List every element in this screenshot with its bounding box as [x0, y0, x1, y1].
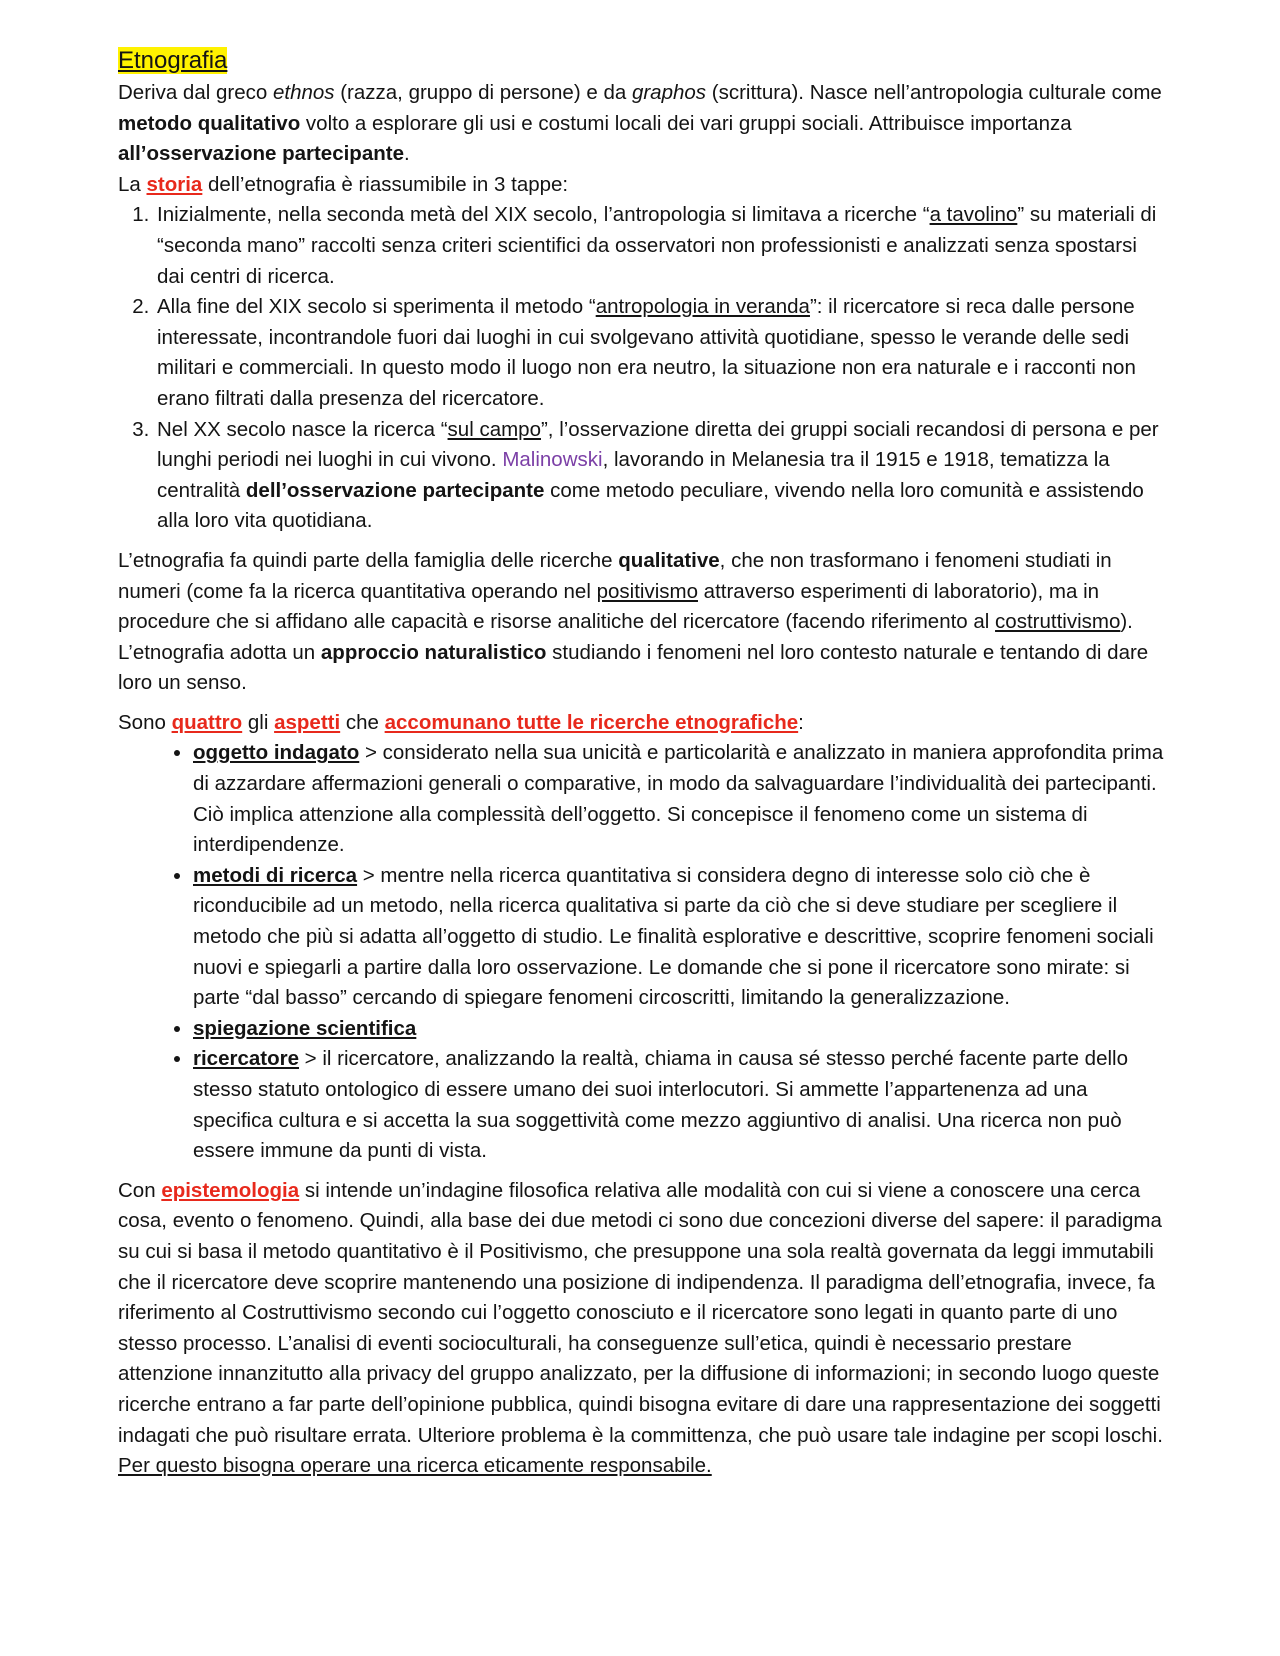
bold-term: all’osservazione partecipante [118, 142, 404, 166]
aspects-intro [118, 708, 1168, 739]
underlined-term: positivismo [596, 579, 698, 603]
text-run: volto a esplorare gli usi e costumi locali dei vari gruppi sociali. Attribuisce importanza [300, 111, 1072, 135]
text-run: Deriva dal greco [118, 81, 273, 104]
text-run: , che non trasformano i fenomeni studiati in numeri (come fa la ricerca quantitativa operando nel [118, 548, 1112, 603]
text-run: La [118, 172, 147, 196]
text-run: studiando i fenomeni nel loro contesto naturale e tentando di dare loro un senso. [118, 640, 1149, 695]
bold-term: qualitative [618, 548, 720, 572]
text-run: che [340, 710, 385, 734]
text-run: gli [242, 710, 275, 734]
red-keyword: accomunano tutte le ricerche etnografiche [384, 710, 799, 734]
text-run: (razza, gruppo di persone) e da [334, 81, 632, 104]
list-item [155, 200, 1168, 292]
italic-term-ethnos: ethnos [272, 81, 335, 104]
aspect-text: > considerato nella sua unicità e particolarità e analizzato in maniera approfondita prima di azzardare affermazioni generali o comparative, in modo da salvaguardare l’individualità dei partecipanti. Ciò implica attenzione alla complessità dell’oggetto. Si concepisce il fenomeno come un sistema di interdipendenze. [193, 741, 1164, 857]
bold-term: dell’osservazione partecipante [245, 478, 545, 502]
text-run: si intende un’indagine filosofica relativa alle modalità con cui si viene a conoscere una cerca cosa, evento o fenomeno. Quindi, alla base dei due metodi ci sono due concezioni diverse del sapere: il paradigma su cui si basa il metodo quantitativo è il Positivismo, che presuppone una sola realtà governata da leggi immutabili che il ricercatore deve scoprire mantenendo una posizione di indipendenza. Il paradigma dell’etnografia, invece, fa riferimento al Costruttivismo secondo cui l’oggetto conosciuto e il ricercatore sono legati in quanto parte di uno stesso processo. L’analisi di eventi socioculturali, ha conseguenze sull’etica, quindi è necessario prestare attenzione innanzitutto alla privacy del gruppo analizzato, per la diffusione di informazioni; in secondo luogo queste ricerche entrano a far parte dell’opinione pubblica, quindi bisogna evitare di dare una rappresentazione dei soggetti indagati che può risultare errata. Ulteriore problema è la committenza, che può usare tale indagine per scopi loschi. [118, 1178, 1163, 1447]
text-run: Nel XX secolo nasce la ricerca “ [157, 417, 448, 441]
list-item [155, 415, 1168, 537]
aspect-term: oggetto indagato [193, 741, 360, 765]
text-run: ”, l’osservazione diretta dei gruppi sociali recandosi di persona e per lunghi periodi nei luoghi in cui vivono. [157, 417, 1159, 472]
underlined-term: a tavolino [929, 203, 1018, 227]
text-run: Sono [118, 710, 172, 734]
bold-term: metodo qualitativo [118, 111, 301, 135]
epistemology-paragraph [118, 1176, 1168, 1482]
bold-term: approccio naturalistico [320, 640, 547, 664]
document-page [118, 44, 1168, 1482]
red-keyword-storia: storia [146, 172, 203, 196]
text-run: dell’etnografia è riassumibile in 3 tappe: [202, 172, 569, 196]
text-run: ). L’etnografia adotta un [118, 610, 1133, 664]
highlighted-title: Etnografia [118, 47, 228, 74]
list-item [193, 1014, 1168, 1045]
stages-list [118, 200, 1168, 537]
aspect-term: ricercatore [193, 1047, 299, 1071]
history-intro [118, 170, 1168, 201]
text-run: Alla fine del XIX secolo si sperimenta il metodo “ [157, 295, 596, 319]
text-run: Inizialmente, nella seconda metà del XIX secolo, l’antropologia si limitava a ricerche “ [157, 203, 930, 227]
red-keyword: aspetti [274, 710, 341, 734]
text-run: ”: il ricercatore si reca dalle persone interessate, incontrandole fuori dai luoghi in cui svolgevano attività quotidiane, spesso le verande delle sedi militari e commerciali. In questo modo il luogo non era neutro, la situazione non era naturale e i racconti non erano filtrati dalla presenza del ricercatore. [157, 295, 1136, 410]
text-run: Con [118, 1178, 162, 1202]
aspect-text: > mentre nella ricerca quantitativa si considera degno di interesse solo ciò che è riconducibile ad un metodo, nella ricerca qualitativa si parte da ciò che si deve studiare per scegliere il metodo che più si adatta all’oggetto di studio. Le finalità esplorative e descrittive, scoprire fenomeni sociali nuovi e spiegarli a partire dalla loro osservazione. Le domande che si pone il ricercatore sono mirate: si parte “dal basso” cercando di spiegare fenomeni circoscritti, limitando la generalizzazione. [193, 863, 1154, 1010]
text-run: ” su materiali di “seconda mano” raccolti senza criteri scientifici da osservatori non professionisti e analizzati senza spostarsi dai centri di ricerca. [157, 203, 1157, 288]
underlined-term: sul campo [447, 417, 541, 441]
underlined-term: costruttivismo [995, 610, 1121, 634]
underlined-term: antropologia in veranda [595, 295, 810, 319]
red-keyword-epistemologia: epistemologia [161, 1178, 300, 1202]
underlined-conclusion: Per questo bisogna operare una ricerca eticamente responsabile. [118, 1454, 712, 1478]
aspects-list [118, 738, 1168, 1166]
page-title [118, 44, 1168, 78]
text-run: L’etnografia fa quindi parte della famiglia delle ricerche [118, 548, 619, 572]
text-run: , lavorando in Melanesia tra il 1915 e 1918, tematizza la centralità [157, 448, 1110, 502]
list-item [193, 861, 1168, 1014]
text-run: come metodo peculiare, vivendo nella loro comunità e assistendo alla loro vita quotidiana. [157, 478, 1144, 533]
text-run: (scrittura). Nasce nell’antropologia culturale come [706, 81, 1162, 104]
list-item [193, 738, 1168, 860]
list-item [155, 292, 1168, 414]
aspect-term: spiegazione scientifica [193, 1016, 417, 1040]
list-item [193, 1044, 1168, 1166]
aspect-text: > il ricercatore, analizzando la realtà, chiama in causa sé stesso perché facente parte dello stesso statuto ontologico di essere umano dei suoi interlocutori. Si ammette l’appartenenza ad una specifica cultura e si accetta la sua soggettività come mezzo aggiuntivo di analisi. Una ricerca non può essere immune da punti di vista. [193, 1047, 1128, 1163]
qualitative-paragraph [118, 546, 1168, 699]
intro-paragraph [118, 78, 1168, 170]
text-run: . [403, 142, 410, 166]
red-keyword: quattro [171, 710, 243, 734]
italic-term-graphos: graphos [631, 81, 707, 104]
text-run: attraverso esperimenti di laboratorio), ma in procedure che si affidano alle capacità e risorse analitiche del ricercatore (facendo riferimento al [118, 579, 1100, 634]
text-run: : [798, 710, 804, 734]
aspect-term: metodi di ricerca [193, 863, 358, 887]
name-malinowski: Malinowski [502, 448, 603, 472]
